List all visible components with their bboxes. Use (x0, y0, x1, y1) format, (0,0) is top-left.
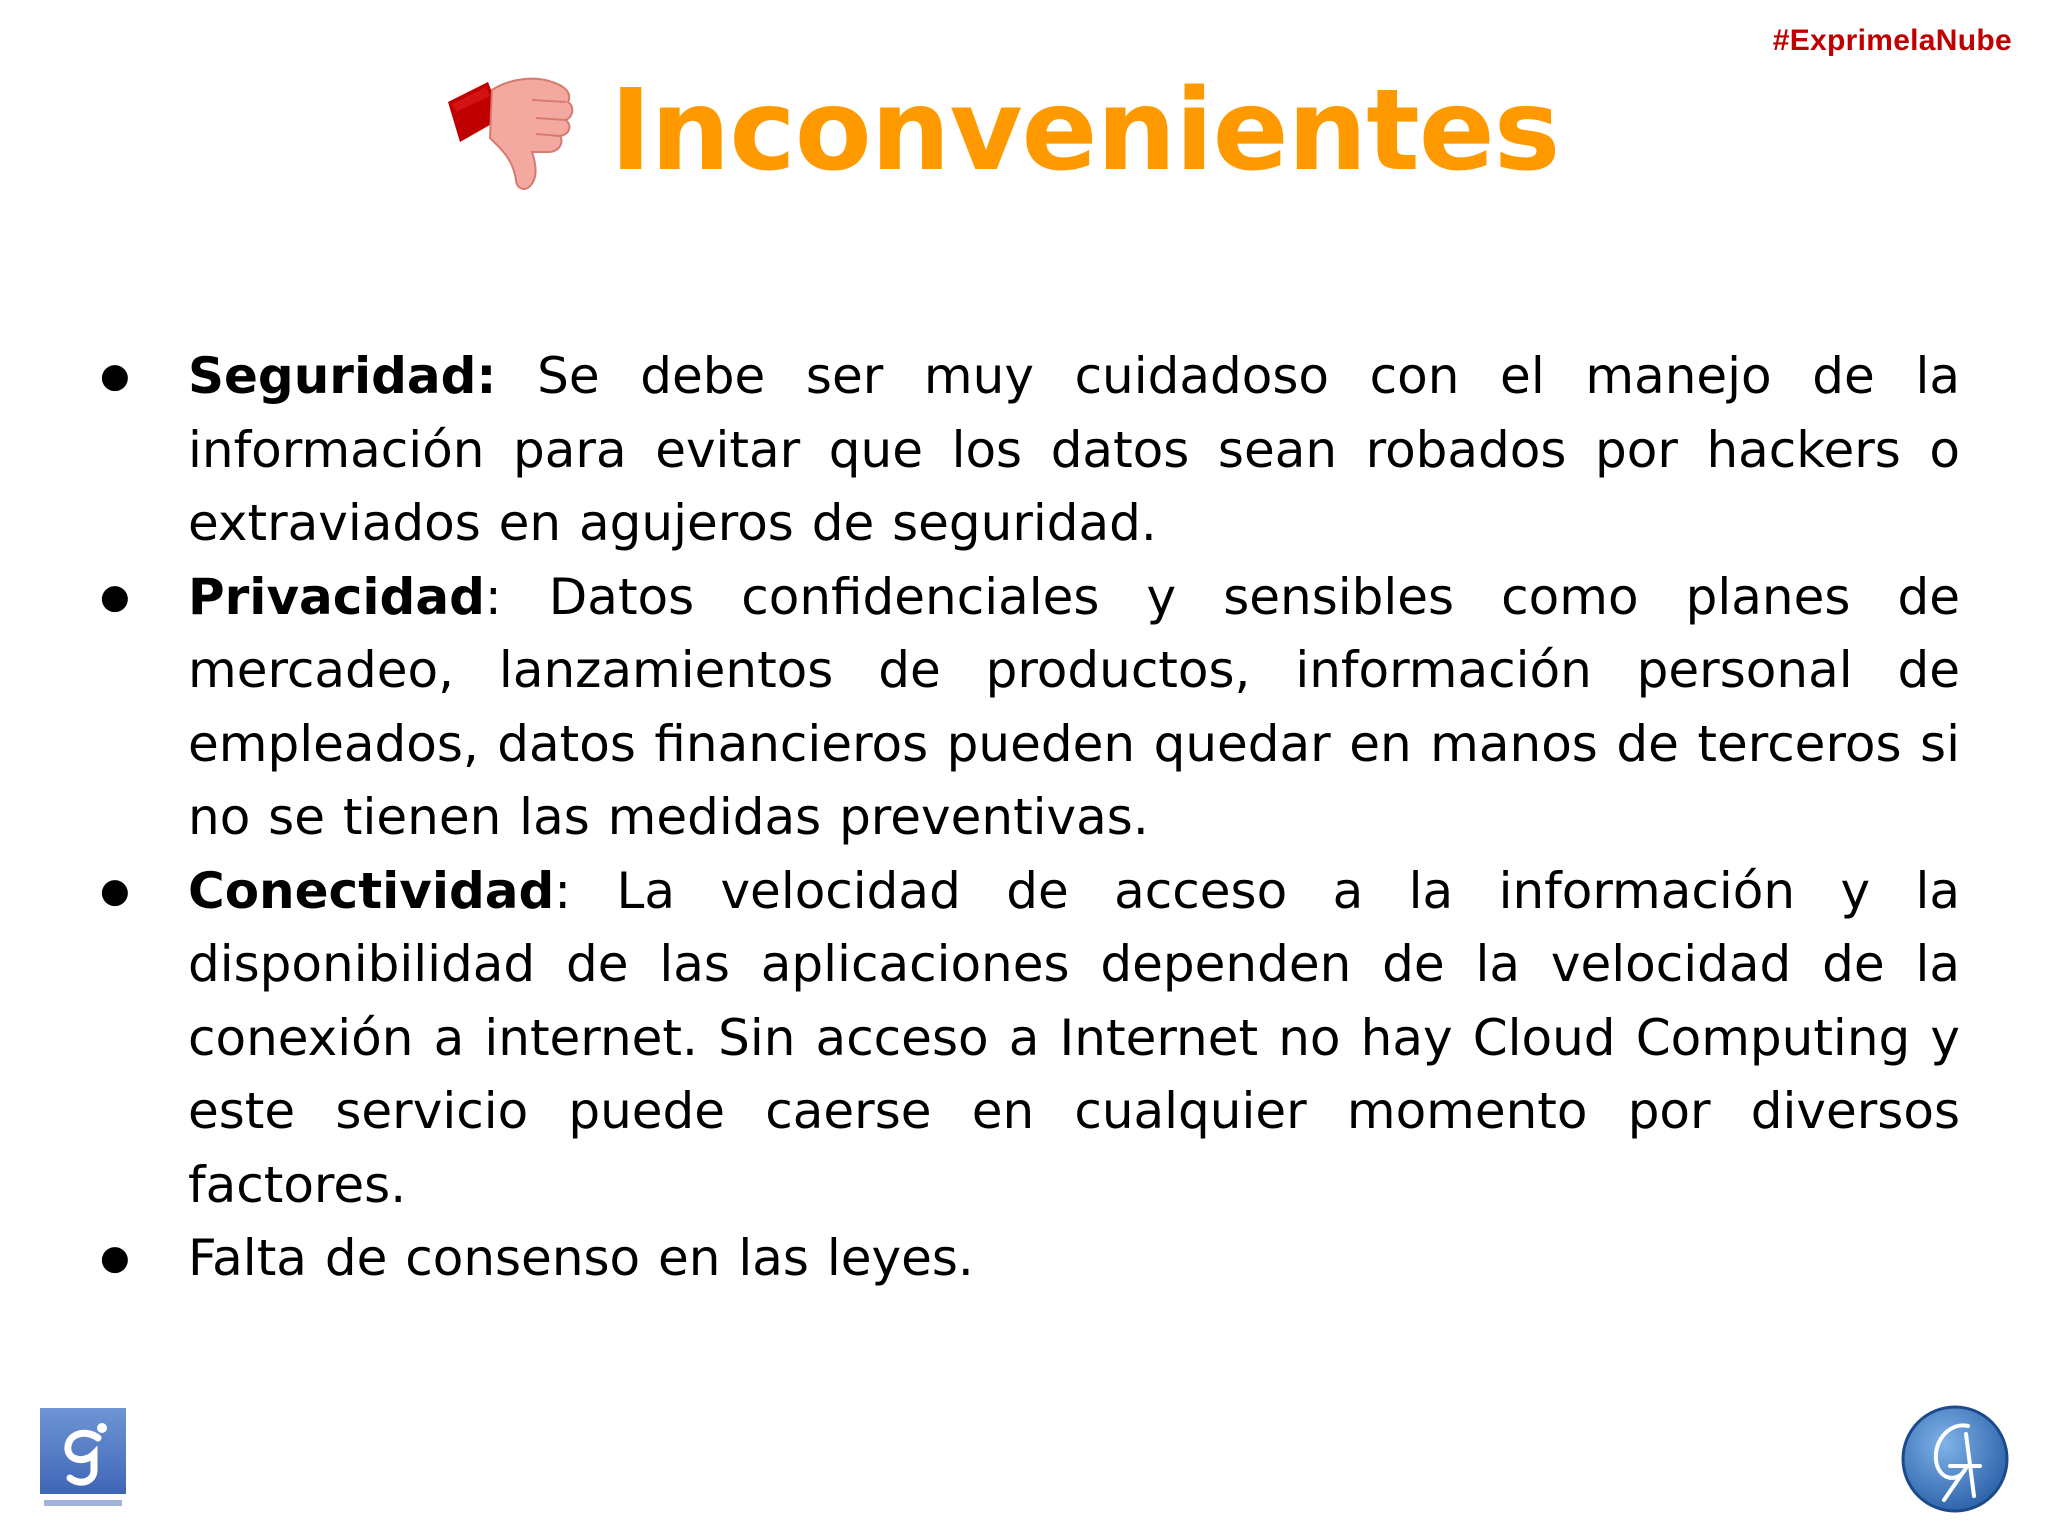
bullet-term: Conectividad (188, 861, 555, 920)
slide-title: Inconvenientes (610, 66, 1560, 196)
bullet-list (100, 340, 1960, 1296)
bullet-text: Se debe ser muy cuidadoso con el manejo de la información para evitar que los datos sean robados por hackers o extraviados en agujeros de seguridad. (188, 347, 1960, 552)
bullet-item-seguridad (100, 340, 1960, 561)
slide-header (440, 60, 1560, 210)
bullet-text: Falta de consenso en las leyes. (188, 1229, 974, 1287)
bullet-item-conectividad (100, 855, 1960, 1223)
bullet-item-leyes (100, 1222, 1960, 1296)
bullet-text: : La velocidad de acceso a la información y la disponibilidad de las aplicaciones dependen de la velocidad de la conexión a internet. Sin acceso a Internet no hay Cloud Computing y este servicio puede caerse en cualquier momento por diversos factores. (188, 861, 1960, 1214)
bullet-text: : Datos confidenciales y sensibles como planes de mercadeo, lanzamientos de productos, información personal de empleados, datos financieros pueden quedar en manos de terceros si no se tienen las medidas preventivas. (188, 567, 1960, 846)
bullet-term: Seguridad: (188, 347, 497, 405)
g-logo (40, 1408, 126, 1512)
ga-logo (1900, 1404, 2010, 1514)
thumbs-down-icon (440, 60, 580, 200)
hashtag-label: #ExprimelaNube (1772, 24, 2012, 57)
bullet-term: Privacidad (188, 567, 485, 626)
bullet-item-privacidad (100, 561, 1960, 855)
